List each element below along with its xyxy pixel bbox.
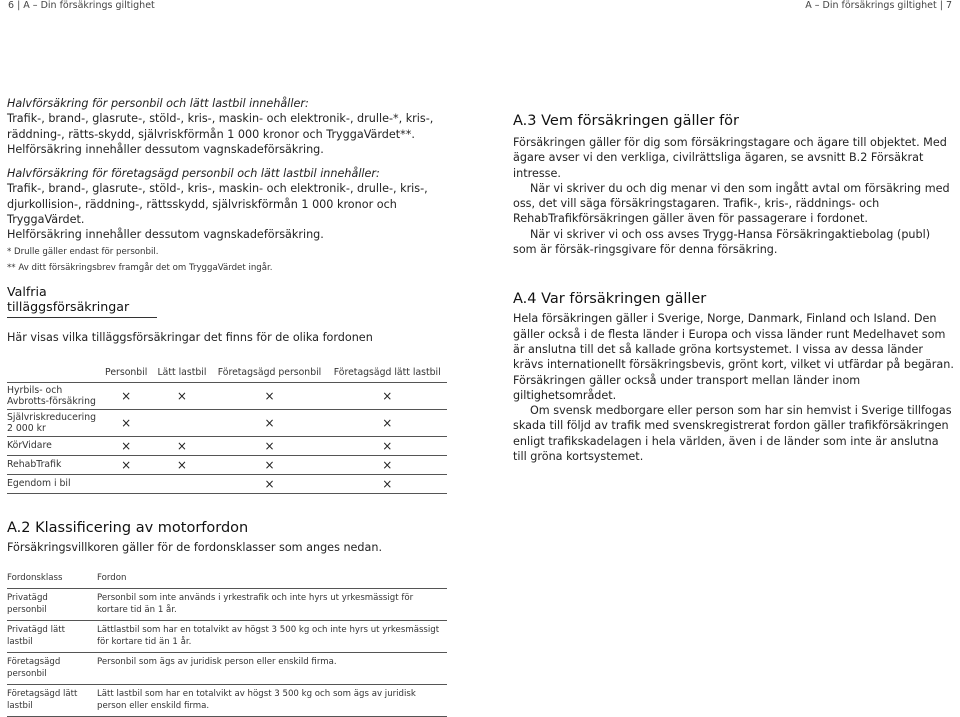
- class-table-header: [7, 569, 447, 588]
- a3-paragraph-3: När vi skriver vi och oss avses Trygg-Hansa Försäkringaktiebolag (publ) som är försäk-ringsgivare för denna försäkring.: [513, 227, 931, 257]
- cell-mark: ×: [327, 409, 447, 436]
- a3-paragraph-1: Försäkringen gäller för dig som försäkringstagare och ägare till objektet. Med ägare avser vi den verkliga, civilrättsliga ägaren, se avsnitt B.2 Försäkrat intresse.: [513, 136, 947, 180]
- left-column: [7, 96, 455, 717]
- block2-title: Halvförsäkring för företagsägd personbil och lätt lastbil innehåller:: [7, 167, 380, 181]
- cell-mark: ×: [327, 382, 447, 409]
- table-row: [7, 652, 447, 684]
- row-label: Egendom i bil: [7, 474, 100, 493]
- class-table: [7, 569, 447, 717]
- cell-mark: ×: [100, 382, 152, 409]
- table-row: [7, 409, 447, 436]
- cell-mark: ×: [152, 455, 211, 474]
- a3-title: A.3 Vem försäkringen gäller för: [513, 113, 740, 129]
- cell-mark: ×: [100, 409, 152, 436]
- cell-mark: ×: [152, 382, 211, 409]
- a4-paragraph-2: Om svensk medborgare eller person som har sin hemvist i Sverige tillfogas skada till följd av trafik med svenskregistrerat fordon gäller trafikförsäkringen enligt trafikskadelagen i hela världen, även i de länder som inte är anslutna till gröna kortsystemet.: [513, 404, 952, 464]
- addons-table: [7, 365, 447, 494]
- table-row: [7, 620, 447, 652]
- class-name: Företagsägd personbil: [7, 652, 93, 684]
- class-description: Lättlastbil som har en totalvikt av högst 3 500 kg och inte hyrs ut yrkesmässigt för kortare tid än 1 år.: [93, 620, 447, 652]
- cell-mark: ×: [212, 436, 328, 455]
- valfria-intro: Här visas vilka tilläggsförsäkringar det finns för de olika fordonen: [7, 330, 373, 344]
- cell-mark: ×: [212, 409, 328, 436]
- row-label: RehabTrafik: [7, 455, 100, 474]
- col-header: Företagsägd lätt lastbil: [327, 365, 447, 383]
- table-row: [7, 588, 447, 620]
- cell-mark: ×: [327, 436, 447, 455]
- page-header-left: 6 | A – Din försäkrings giltighet: [8, 0, 155, 11]
- a2-intro: Försäkringsvillkoren gäller för de fordonsklasser som anges nedan.: [7, 540, 383, 554]
- footnote-2: ** Av ditt försäkringsbrev framgår det om TryggaVärdet ingår.: [7, 262, 273, 273]
- class-description: Personbil som ägs av juridisk person eller enskild firma.: [93, 652, 447, 684]
- a4-title: A.4 Var försäkringen gäller: [513, 291, 707, 308]
- class-name: Privatägd personbil: [7, 588, 93, 620]
- table-row: [7, 684, 447, 716]
- col-header: Personbil: [100, 365, 152, 383]
- cell-mark: ×: [100, 455, 152, 474]
- cell-mark: ×: [327, 474, 447, 493]
- block2-text: Trafik-, brand-, glasrute-, stöld-, kris-, maskin- och elektronik-, drulle-, kris-, djurkollision-, räddning-, rättsskydd, självriskförmån 1 000 kronor och TryggaVärdet.: [7, 182, 428, 227]
- row-label: KörVidare: [7, 436, 100, 455]
- cell-mark: [100, 474, 152, 493]
- row-label: Självriskreducering 2 000 kr: [7, 409, 100, 436]
- addons-table-header: [7, 365, 447, 383]
- class-name: Företagsägd lätt lastbil: [7, 684, 93, 716]
- cell-mark: ×: [152, 436, 211, 455]
- block2-extra: Helförsäkring innehåller dessutom vagnskadeförsäkring.: [7, 228, 324, 242]
- block1-extra: Helförsäkring innehåller dessutom vagnskadeförsäkring.: [7, 142, 324, 156]
- valfria-title: Valfria tilläggsförsäkringar: [7, 284, 157, 318]
- cell-mark: ×: [100, 436, 152, 455]
- a2-title: A.2 Klassificering av motorfordon: [7, 519, 249, 536]
- class-name: Privatägd lätt lastbil: [7, 620, 93, 652]
- cell-mark: ×: [212, 474, 328, 493]
- footnote-1: * Drulle gäller endast för personbil.: [7, 246, 159, 257]
- cell-mark: ×: [212, 455, 328, 474]
- table-row: [7, 474, 447, 493]
- cell-mark: ×: [327, 455, 447, 474]
- class-description: Lätt lastbil som har en totalvikt av högst 3 500 kg och som ägs av juridisk person eller enskild firma.: [93, 684, 447, 716]
- page-header-right: A – Din försäkrings giltighet | 7: [805, 0, 952, 11]
- right-column: [513, 113, 955, 464]
- table-row: [7, 455, 447, 474]
- a3-paragraph-2: När vi skriver du och dig menar vi den som ingått avtal om försäkring med oss, det vill säga försäkringstagaren. Trafik-, kris-, räddnings- och RehabTrafikförsäkringen gäller även för passagerare i fordonet.: [513, 181, 950, 226]
- block1-text: Trafik-, brand-, glasrute-, stöld-, kris-, maskin- och elektronik-, drulle-*, kris-, räddning-, rätts-skydd, självriskförmån 1 000 kronor och TryggaVärdet**.: [7, 112, 434, 141]
- table-row: [7, 382, 447, 409]
- block1-title: Halvförsäkring för personbil och lätt lastbil innehåller:: [7, 97, 309, 110]
- col-header: Lätt lastbil: [152, 365, 211, 383]
- cell-mark: ×: [212, 382, 328, 409]
- col-header: Företagsägd personbil: [212, 365, 328, 383]
- table-row: [7, 436, 447, 455]
- row-label: Hyrbils- och Avbrotts-försäkring: [7, 382, 100, 409]
- class-description: Personbil som inte används i yrkestrafik och inte hyrs ut yrkesmässigt för kortare tid än 1 år.: [93, 588, 447, 620]
- cell-mark: [152, 474, 211, 493]
- class-col-header: Fordonsklass: [7, 569, 93, 588]
- cell-mark: [152, 409, 211, 436]
- a4-paragraph-1: Hela försäkringen gäller i Sverige, Norge, Danmark, Finland och Island. Den gäller också i de flesta länder i Europa och vissa länder runt Medelhavet som är anslutna till det så kallade gröna kortsystemet. I vissa av dessa länder krävs internationellt försäkringsbevis, grönt kort, vilket vi utfärdar på begäran. Försäkringen gäller också under transport mellan länder inom giltighetsområdet.: [513, 312, 954, 402]
- class-col-header: Fordon: [93, 569, 447, 588]
